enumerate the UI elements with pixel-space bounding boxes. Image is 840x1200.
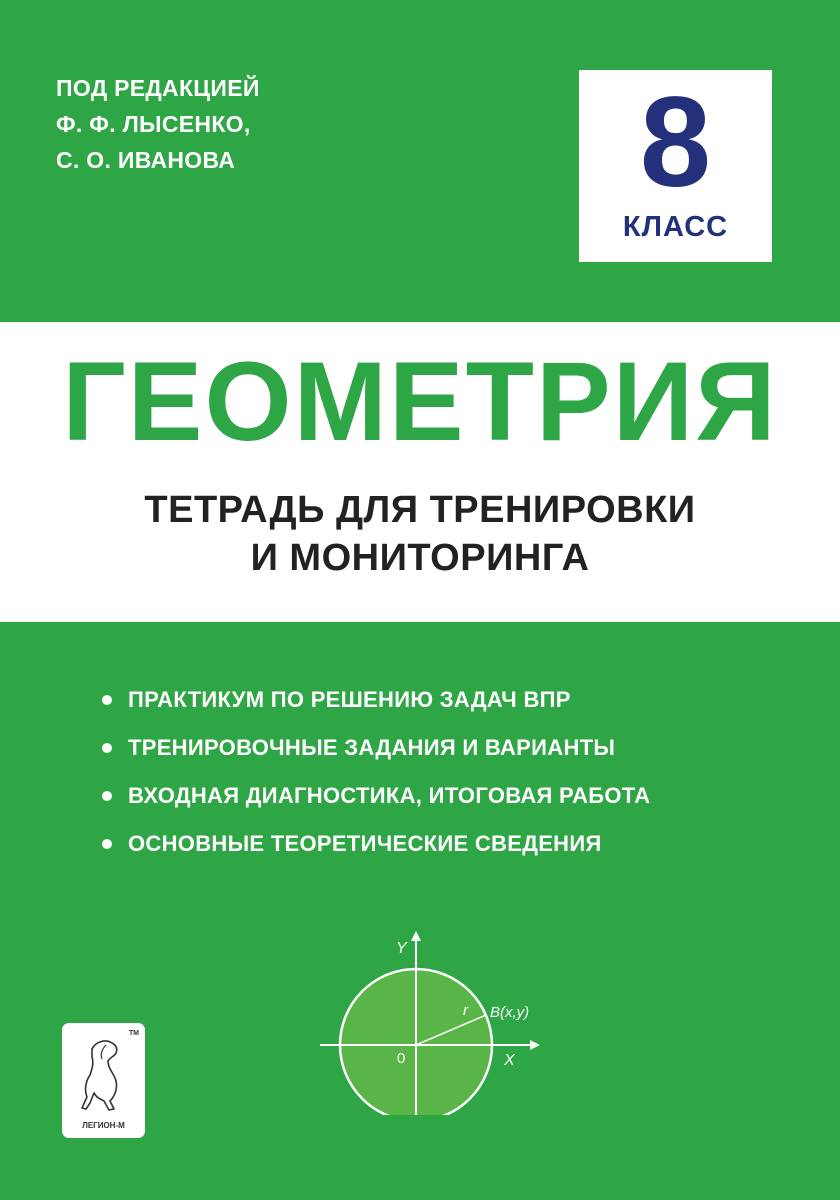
- bullet-icon: [102, 695, 112, 705]
- book-subtitle: [0, 486, 840, 582]
- y-axis-arrow-icon: [411, 931, 421, 941]
- feature-item: [102, 824, 650, 872]
- feature-text: ОСНОВНЫЕ ТЕОРЕТИЧЕСКИЕ СВЕДЕНИЯ: [128, 831, 602, 856]
- x-axis-label: X: [504, 1052, 515, 1069]
- publisher-name: ЛЕГИОН-М: [82, 1121, 125, 1130]
- feature-item: [102, 776, 650, 824]
- feature-text: ВХОДНАЯ ДИАГНОСТИКА, ИТОГОВАЯ РАБОТА: [128, 783, 651, 808]
- features-list: [102, 680, 650, 872]
- bullet-icon: [102, 839, 112, 849]
- y-axis-label: Y: [396, 940, 407, 957]
- grade-number: 8: [639, 71, 712, 214]
- grade-box: [579, 70, 772, 262]
- bullet-icon: [102, 743, 112, 753]
- feature-item: [102, 680, 650, 728]
- origin-label: 0: [397, 1050, 406, 1067]
- bullet-icon: [102, 791, 112, 801]
- editors-block: [56, 70, 260, 178]
- editors-line-2: Ф. Ф. ЛЫСЕНКО,: [56, 111, 251, 137]
- trademark-label: TM: [128, 1030, 139, 1037]
- editors-line-1: ПОД РЕДАКЦИЕЙ: [56, 75, 260, 101]
- feature-text: ТРЕНИРОВОЧНЫЕ ЗАДАНИЯ И ВАРИАНТЫ: [128, 735, 616, 760]
- x-axis-arrow-icon: [530, 1040, 540, 1050]
- publisher-logo: [62, 1023, 145, 1138]
- point-label: B(x,y): [490, 1004, 530, 1021]
- subtitle-line-2: И МОНИТОРИНГА: [250, 537, 590, 579]
- editors-line-3: С. О. ИВАНОВА: [56, 147, 236, 173]
- book-title: ГЕОМЕТРИЯ: [62, 339, 778, 464]
- unit-circle-diagram: [300, 925, 560, 1115]
- feature-item: [102, 728, 650, 776]
- radius-label: r: [463, 1002, 468, 1019]
- subtitle-line-1: ТЕТРАДЬ ДЛЯ ТРЕНИРОВКИ: [144, 489, 696, 531]
- grade-label: КЛАСС: [622, 211, 729, 243]
- horse-icon: [62, 1027, 145, 1117]
- feature-text: ПРАКТИКУМ ПО РЕШЕНИЮ ЗАДАЧ ВПР: [128, 687, 571, 712]
